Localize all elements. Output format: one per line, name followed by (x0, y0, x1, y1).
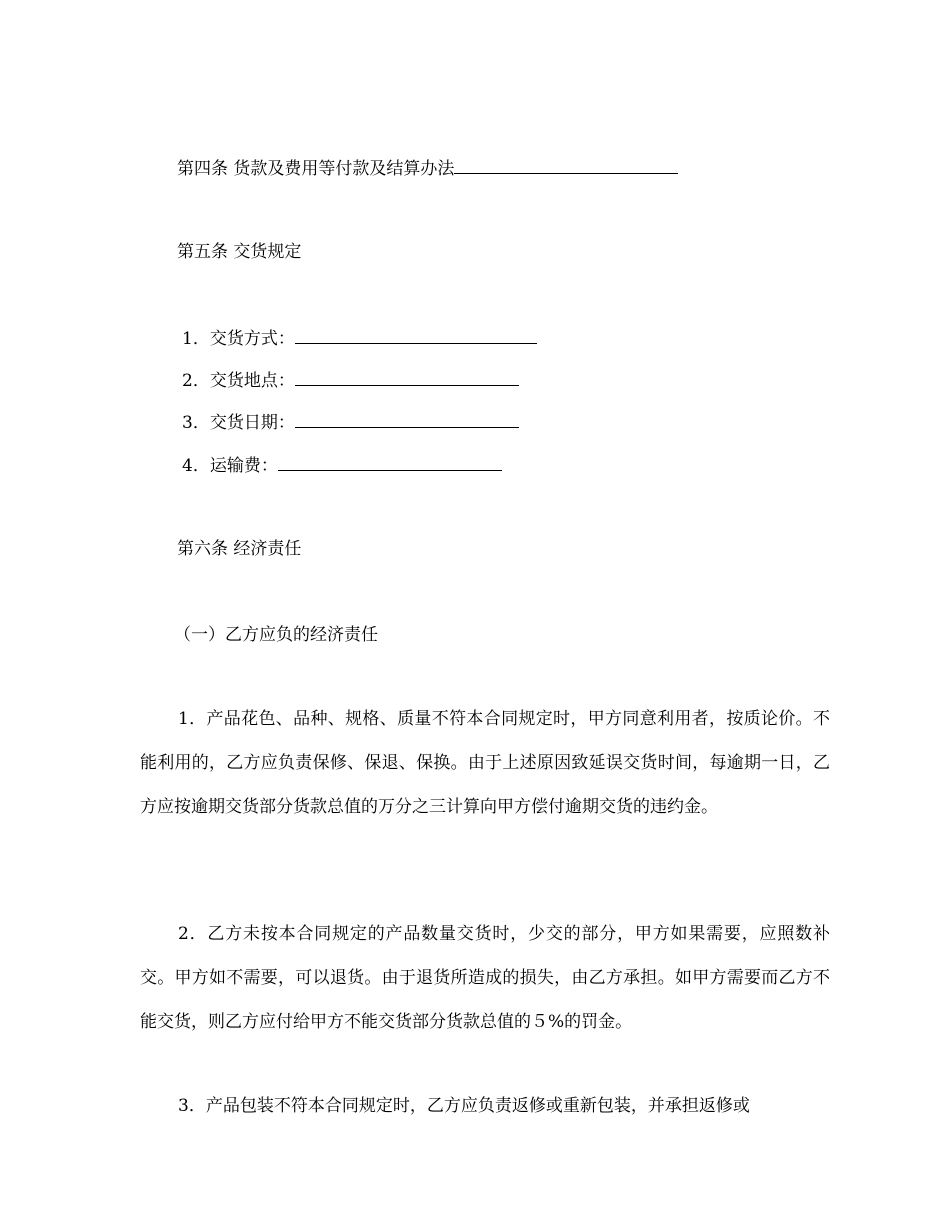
item-transport-fee (182, 454, 502, 477)
item-delivery-date (182, 411, 519, 434)
article-5-title: 第五条 交货规定 (177, 242, 302, 262)
article-4-text: 第四条 货款及费用等付款及结算办法 (177, 159, 455, 179)
item-transport-fee-label: 4．运输费： (182, 456, 278, 476)
paragraph-2: 2．乙方未按本合同规定的产品数量交货时，少交的部分，甲方如果需要，应照数补交。甲方如不需要，可以退货。由于退货所造成的损失，由乙方承担。如甲方需要而乙方不能交货，则乙方应付给甲方不能交货部分货款总值的５%的罚金。 (140, 924, 830, 1032)
item-delivery-method (182, 327, 537, 350)
paragraph-3: 3．产品包装不符本合同规定时，乙方应负责返修或重新包装，并承担返修或 (178, 1096, 750, 1116)
paragraph-1: 1．产品花色、品种、规格、质量不符本合同规定时，甲方同意利用者，按质论价。不能利用的，乙方应负责保修、保退、保换。由于上述原因致延误交货时间，每逾期一日，乙方应按逾期交货部分货款总值的万分之三计算向甲方偿付逾期交货的违约金。 (140, 709, 830, 817)
article-6-subtitle: （一）乙方应负的经济责任 (174, 625, 378, 645)
blank-field-delivery-location[interactable] (295, 369, 519, 386)
item-delivery-location-label: 2．交货地点： (182, 371, 295, 391)
item-delivery-method-label: 1．交货方式： (182, 329, 295, 349)
blank-field-payment[interactable] (454, 157, 678, 174)
blank-field-delivery-date[interactable] (295, 411, 519, 428)
item-delivery-location (182, 369, 519, 392)
article-6-title: 第六条 经济责任 (177, 539, 302, 559)
blank-field-transport-fee[interactable] (278, 454, 502, 471)
article-4-line (177, 157, 678, 180)
blank-field-delivery-method[interactable] (295, 327, 537, 344)
item-delivery-date-label: 3．交货日期： (182, 413, 295, 433)
